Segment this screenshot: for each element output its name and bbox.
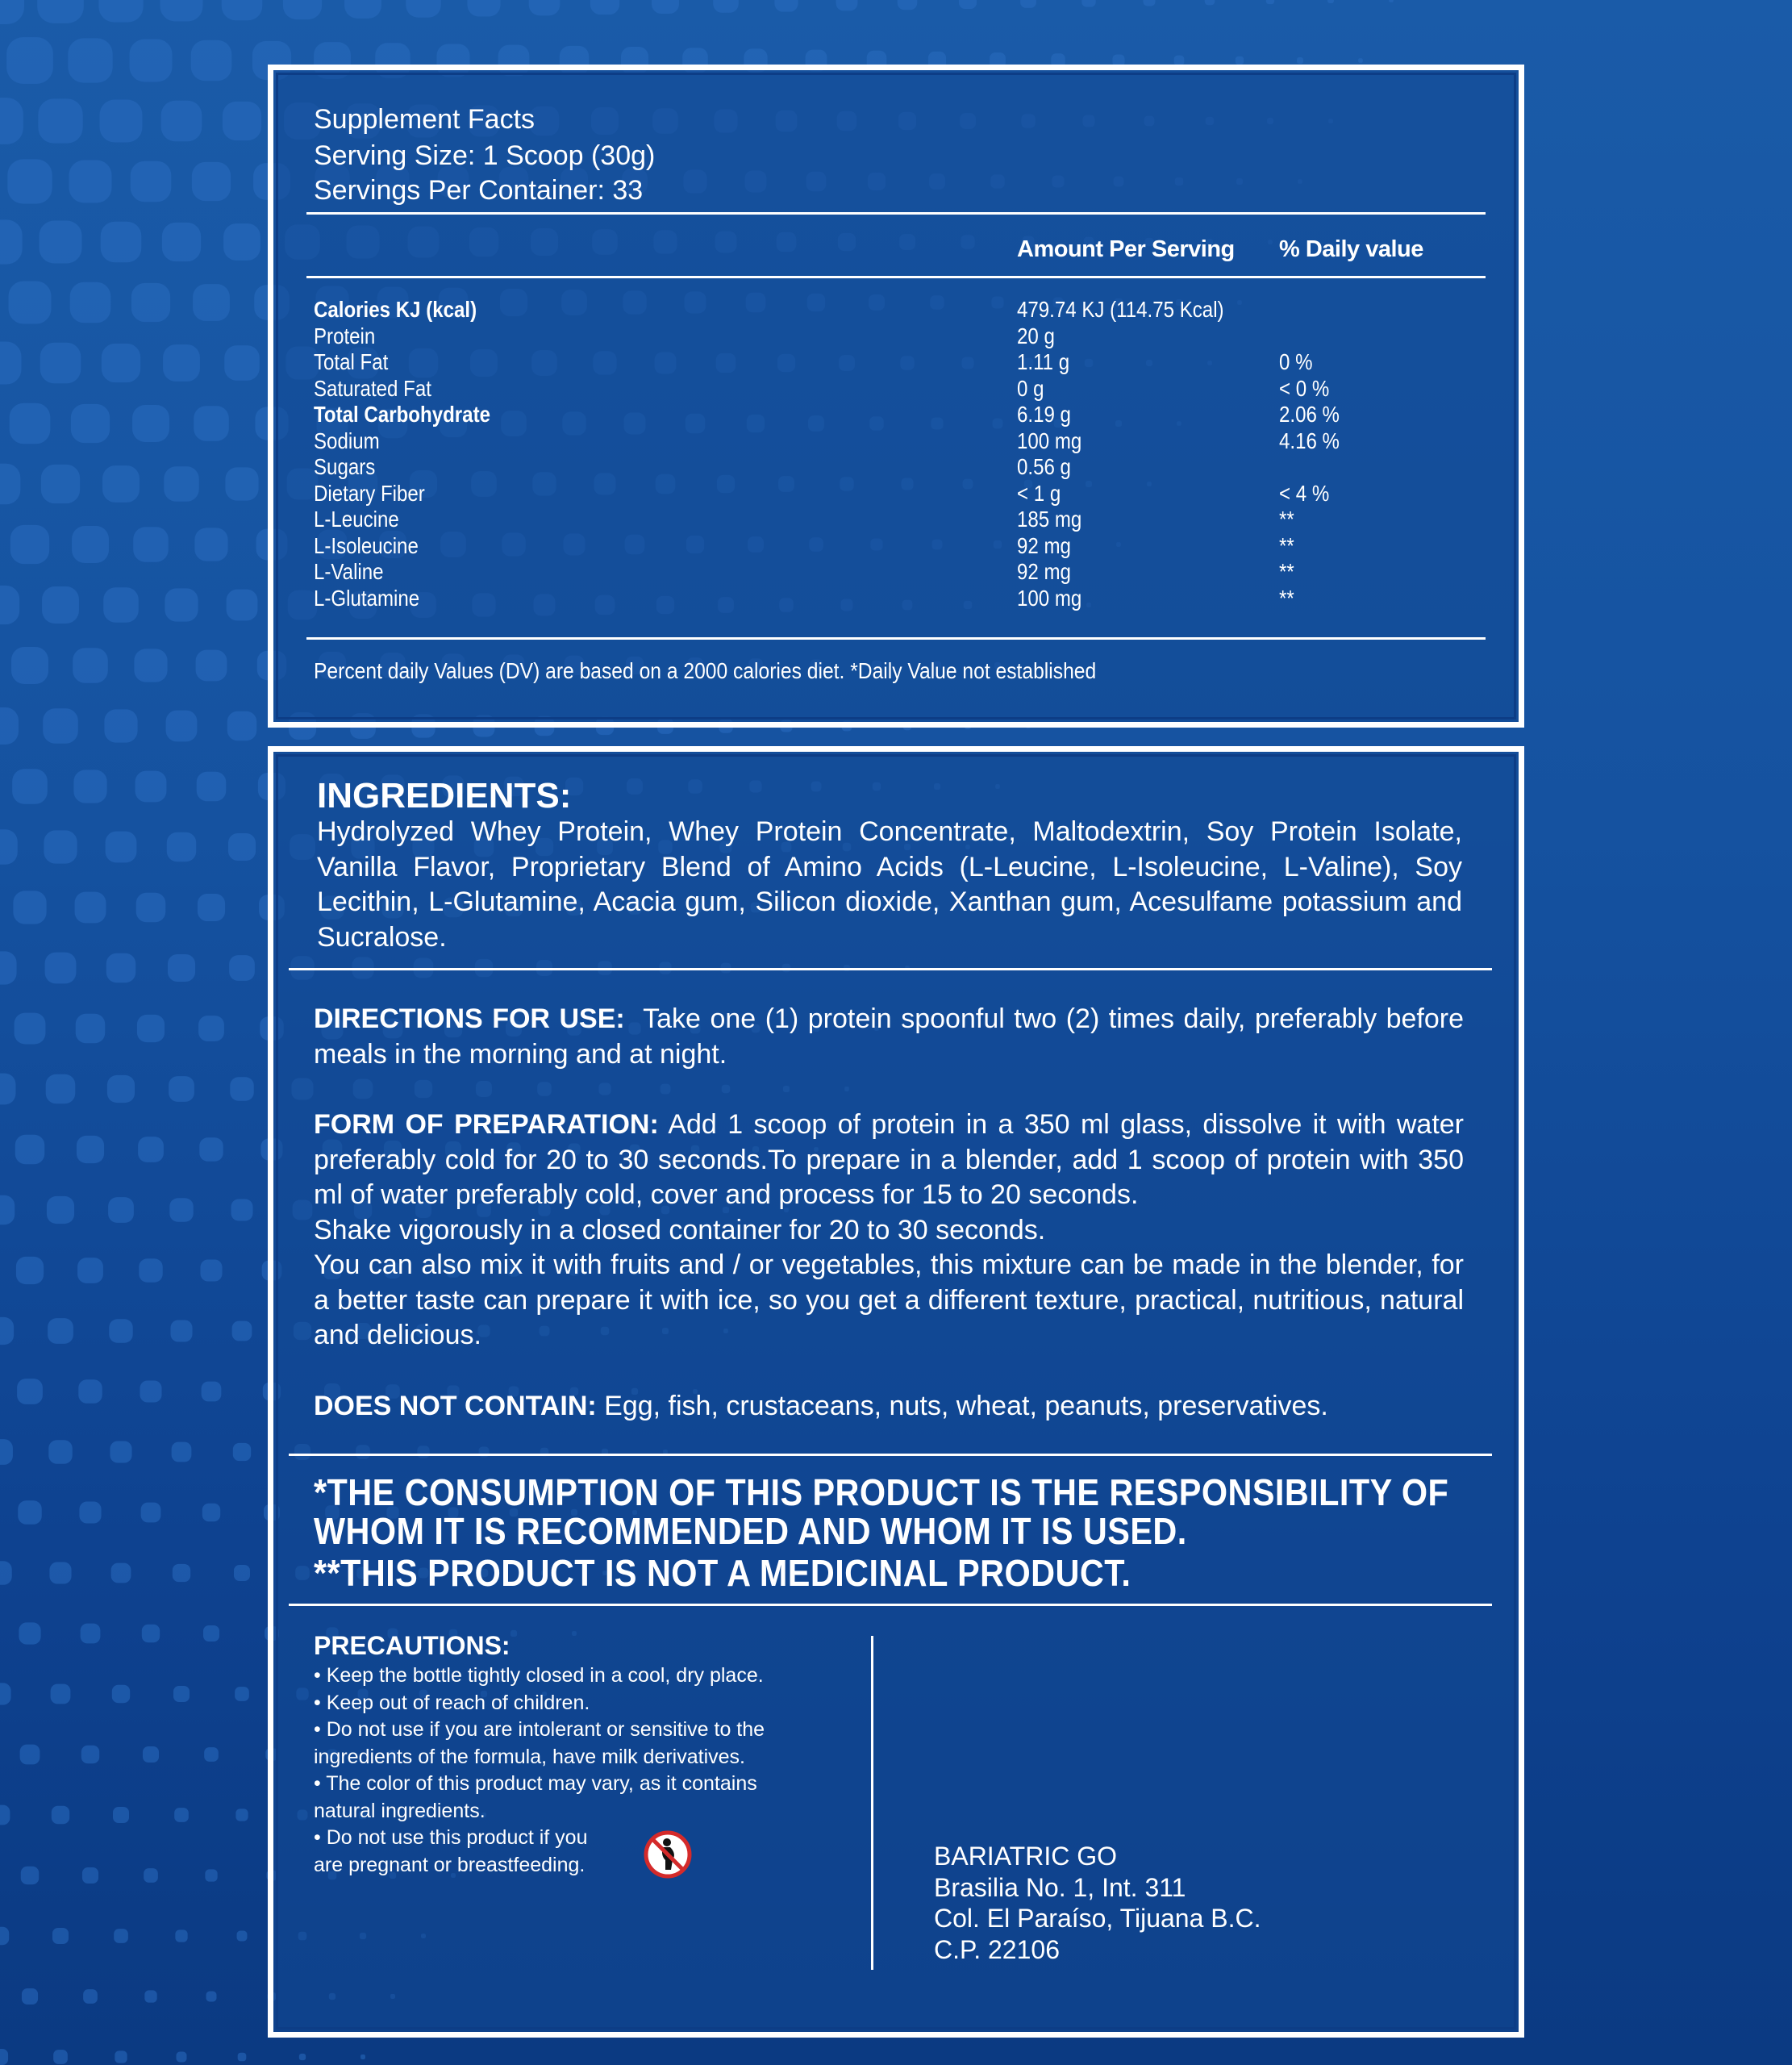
pattern-dot xyxy=(223,102,261,140)
pattern-dot xyxy=(196,650,227,682)
pattern-dot xyxy=(49,1562,71,1583)
pattern-dot xyxy=(0,829,18,865)
pattern-dot xyxy=(13,891,46,924)
pattern-dot xyxy=(898,0,917,10)
pattern-dot xyxy=(169,1198,193,1221)
pattern-dot xyxy=(42,586,79,624)
nutrient-name: Dietary Fiber xyxy=(314,480,425,506)
pattern-dot xyxy=(138,1137,164,1162)
pattern-dot xyxy=(41,465,80,503)
does-not-contain-label: DOES NOT CONTAIN: xyxy=(314,1391,597,1421)
nutrient-name: L-Valine xyxy=(314,559,384,584)
pattern-dot xyxy=(1266,0,1274,4)
pattern-dot xyxy=(40,343,81,384)
pattern-dot xyxy=(1236,56,1244,65)
pattern-dot xyxy=(232,1321,252,1341)
pattern-dot xyxy=(173,1564,190,1582)
pattern-dot xyxy=(199,1137,223,1161)
pattern-dot xyxy=(0,707,19,745)
pattern-dot xyxy=(206,1992,217,2002)
pattern-dot xyxy=(72,526,109,563)
supplement-facts-title: Supplement Facts xyxy=(314,104,536,135)
nutrient-name: Saturated Fat xyxy=(314,375,431,401)
pattern-dot xyxy=(110,1441,131,1462)
divider xyxy=(289,1454,1492,1456)
precautions-title: PRECAUTIONS: xyxy=(314,1631,511,1660)
pattern-dot xyxy=(0,464,20,505)
pattern-dot xyxy=(235,1808,248,1821)
pattern-dot xyxy=(18,1500,41,1524)
pattern-dot xyxy=(9,282,52,324)
pattern-dot xyxy=(12,769,48,804)
nutrient-amount: < 1 g xyxy=(1017,480,1061,506)
pattern-dot xyxy=(140,1380,161,1402)
nutrient-daily-value: ** xyxy=(1279,585,1294,611)
precaution-item: natural ingredients. xyxy=(314,1799,486,1822)
pattern-dot xyxy=(238,2053,247,2062)
precaution-item: ingredients of the formula, have milk derivatives. xyxy=(314,1745,745,1768)
pattern-dot xyxy=(131,161,172,202)
pattern-dot xyxy=(1327,0,1334,3)
pattern-dot xyxy=(205,1869,217,1881)
nutrient-amount: 479.74 KJ (114.75 Kcal) xyxy=(1017,297,1224,322)
pattern-dot xyxy=(959,0,977,9)
pattern-dot xyxy=(16,1257,44,1284)
pattern-dot xyxy=(37,0,84,23)
nutrient-name: Total Carbohydrate xyxy=(314,402,490,427)
pattern-dot xyxy=(10,403,51,444)
pattern-dot xyxy=(233,1443,251,1461)
pattern-dot xyxy=(68,38,112,82)
pattern-dot xyxy=(204,1747,219,1762)
pattern-dot xyxy=(52,1806,69,1824)
pattern-dot xyxy=(73,770,106,803)
pattern-dot xyxy=(590,0,619,15)
pattern-dot xyxy=(228,833,256,861)
pattern-dot xyxy=(223,223,260,261)
company-name: BARIATRIC GO xyxy=(934,1842,1117,1871)
pattern-dot xyxy=(0,1074,15,1105)
pattern-dot xyxy=(198,894,225,921)
directions-label: DIRECTIONS FOR USE: xyxy=(314,1003,625,1034)
divider xyxy=(306,276,1486,278)
pattern-dot xyxy=(194,406,229,441)
pattern-dot xyxy=(836,0,858,10)
preparation-block xyxy=(314,1108,1464,1354)
pattern-dot xyxy=(166,711,198,742)
pattern-dot xyxy=(165,588,198,621)
pattern-dot xyxy=(203,1625,219,1642)
pattern-dot xyxy=(51,1684,71,1704)
pattern-dot xyxy=(234,1565,250,1581)
pattern-dot xyxy=(0,951,17,984)
pattern-dot xyxy=(235,1687,249,1701)
pattern-dot xyxy=(227,590,258,621)
nutrient-name: Protein xyxy=(314,323,376,348)
address-line: Col. El Paraíso, Tijuana B.C. xyxy=(934,1904,1261,1933)
directions-text: Take one (1) protein spoonful two (2) times daily, preferably before meals in the morning and at night. xyxy=(314,1003,1464,1070)
pattern-dot xyxy=(1144,0,1156,6)
does-not-contain-block xyxy=(314,1389,1328,1425)
pattern-dot xyxy=(299,2054,306,2060)
pattern-dot xyxy=(227,711,256,740)
pattern-dot xyxy=(81,1624,101,1644)
nutrient-amount: 6.19 g xyxy=(1017,402,1071,427)
pattern-dot xyxy=(106,953,135,982)
pattern-dot xyxy=(193,284,230,321)
pattern-dot xyxy=(175,1929,187,1942)
pattern-dot xyxy=(108,1197,134,1223)
pattern-dot xyxy=(143,1746,159,1763)
pattern-dot xyxy=(115,2050,127,2063)
pattern-dot xyxy=(229,955,255,981)
preparation-text-2: Shake vigorously in a closed container for 20 to 30 seconds. xyxy=(314,1214,1046,1245)
divider xyxy=(306,212,1486,215)
pattern-dot xyxy=(222,0,263,20)
pattern-dot xyxy=(101,222,142,263)
pattern-dot xyxy=(0,219,23,264)
pattern-dot xyxy=(529,0,561,15)
pattern-dot xyxy=(0,342,21,385)
nutrient-daily-value: ** xyxy=(1279,507,1294,532)
precaution-item: are pregnant or breastfeeding. xyxy=(314,1853,586,1876)
pattern-dot xyxy=(109,1319,132,1342)
pattern-dot xyxy=(71,404,110,443)
pattern-dot xyxy=(160,0,203,21)
pattern-dot xyxy=(139,1258,162,1282)
pattern-dot xyxy=(76,1014,106,1044)
pattern-dot xyxy=(103,587,139,623)
pattern-dot xyxy=(44,830,77,863)
pattern-dot xyxy=(197,772,226,801)
pattern-dot xyxy=(6,37,53,84)
pattern-dot xyxy=(344,0,381,19)
daily-value-header: % Daily value xyxy=(1279,236,1423,262)
pattern-dot xyxy=(130,40,173,82)
pattern-dot xyxy=(0,1927,9,1945)
preparation-text-3: You can also mix it with fruits and / or vegetables, this mixture can be made in the blender, for a better taste can prepare it with ice, so you get a different texture, practical, nutritious, natural and delicious. xyxy=(314,1249,1464,1350)
pattern-dot xyxy=(78,1379,102,1403)
pattern-dot xyxy=(141,1503,161,1523)
pattern-dot xyxy=(77,1136,104,1163)
pattern-dot xyxy=(134,649,167,682)
preparation-text-1: Add 1 scoop of protein in a 350 ml glass, dissolve it with water preferably cold for 20 to 30 seconds.To prepare in a blender, add 1 scoop of protein with 350 ml of water preferably cold, cover and process for 15 to 20 seconds. xyxy=(314,1109,1464,1210)
pattern-dot xyxy=(194,528,227,561)
pattern-dot xyxy=(162,223,201,261)
nutrient-amount: 0.56 g xyxy=(1017,454,1071,479)
nutrient-amount: 92 mg xyxy=(1017,532,1071,558)
pattern-dot xyxy=(83,1989,98,2004)
pattern-dot xyxy=(1389,0,1394,2)
pattern-dot xyxy=(144,1990,156,2002)
pattern-dot xyxy=(192,162,231,201)
pattern-dot xyxy=(45,953,77,984)
pattern-dot xyxy=(652,0,679,14)
pattern-dot xyxy=(1205,0,1215,5)
pattern-dot xyxy=(70,282,111,323)
pattern-dot xyxy=(137,1015,165,1042)
nutrient-name: Calories KJ (kcal) xyxy=(314,297,477,322)
nutrient-name: L-Isoleucine xyxy=(314,532,419,558)
pattern-dot xyxy=(111,1563,131,1583)
pattern-dot xyxy=(202,1382,222,1402)
serving-size: Serving Size: 1 Scoop (30g) xyxy=(314,140,656,171)
pattern-dot xyxy=(202,1504,220,1521)
pattern-dot xyxy=(11,647,48,684)
pattern-dot xyxy=(43,708,78,744)
nutrient-amount: 100 mg xyxy=(1017,585,1082,611)
nutrient-amount: 185 mg xyxy=(1017,507,1082,532)
nutrient-name: Sodium xyxy=(314,428,380,453)
pattern-dot xyxy=(168,954,195,982)
precaution-item: • Do not use if you are intolerant or sensitive to the xyxy=(314,1718,765,1741)
divider xyxy=(306,637,1486,640)
pattern-dot xyxy=(283,0,322,19)
warning-line-3: **THIS PRODUCT IS NOT A MEDICINAL PRODUCT. xyxy=(314,1552,1131,1594)
pattern-dot xyxy=(0,1195,15,1225)
does-not-contain-text: Egg, fish, crustaceans, nuts, wheat, peanuts, preservatives. xyxy=(604,1391,1328,1421)
pattern-dot xyxy=(1081,0,1095,7)
pattern-dot xyxy=(406,0,440,18)
pattern-dot xyxy=(102,465,140,503)
pattern-dot xyxy=(0,586,19,624)
pattern-dot xyxy=(1020,0,1036,8)
pattern-dot xyxy=(17,1379,43,1404)
pattern-dot xyxy=(174,1808,189,1822)
pattern-dot xyxy=(173,1686,190,1702)
pattern-dot xyxy=(21,1867,39,1884)
pattern-dot xyxy=(142,1625,160,1642)
pattern-dot xyxy=(113,1807,129,1823)
pattern-dot xyxy=(225,467,258,500)
pattern-dot xyxy=(169,1076,194,1102)
nutrient-name: Total Fat xyxy=(314,349,389,374)
warning-line-1: *THE CONSUMPTION OF THIS PRODUCT IS THE RESPONSIBILITY OF xyxy=(314,1471,1449,1513)
vertical-divider xyxy=(871,1636,873,1970)
divider xyxy=(289,968,1492,970)
pattern-dot xyxy=(231,1199,252,1220)
pattern-dot xyxy=(46,1074,76,1104)
precaution-item: • The color of this product may vary, as it contains xyxy=(314,1772,757,1795)
pattern-dot xyxy=(104,709,137,742)
pattern-dot xyxy=(100,100,143,143)
pattern-dot xyxy=(19,1622,40,1644)
nutrient-daily-value: 4.16 % xyxy=(1279,428,1340,453)
pattern-dot xyxy=(20,1745,40,1765)
pattern-dot xyxy=(177,2052,187,2063)
divider xyxy=(289,1604,1492,1606)
nutrient-name: Sugars xyxy=(314,454,376,479)
pattern-dot xyxy=(107,1075,135,1103)
warning-line-2: WHOM IT IS RECOMMENDED AND WHOM IT IS USED. xyxy=(314,1510,1187,1552)
precaution-item: • Do not use this product if you xyxy=(314,1826,588,1849)
pattern-dot xyxy=(7,159,52,203)
nutrient-amount: 1.11 g xyxy=(1017,349,1070,374)
pattern-dot xyxy=(0,1805,10,1825)
pattern-dot xyxy=(98,0,143,23)
precaution-item: • Keep the bottle tightly closed in a cool, dry place. xyxy=(314,1664,764,1687)
pattern-dot xyxy=(52,1928,69,1944)
postal-code: C.P. 22106 xyxy=(934,1935,1060,1964)
nutrient-amount: 20 g xyxy=(1017,323,1055,348)
pattern-dot xyxy=(77,1258,103,1283)
preparation-label: FORM OF PREPARATION: xyxy=(314,1109,659,1140)
pattern-dot xyxy=(22,1988,38,2005)
pattern-dot xyxy=(161,101,202,142)
pattern-dot xyxy=(133,527,169,562)
pattern-dot xyxy=(47,1196,74,1224)
pattern-dot xyxy=(131,283,170,322)
pattern-dot xyxy=(224,345,259,380)
nutrient-daily-value: < 0 % xyxy=(1279,375,1330,401)
pattern-dot xyxy=(0,1317,14,1345)
pattern-dot xyxy=(1358,58,1363,63)
pattern-dot xyxy=(200,1259,222,1281)
pattern-dot xyxy=(163,344,200,382)
pattern-dot xyxy=(48,1318,73,1344)
pattern-dot xyxy=(10,525,49,564)
nutrient-daily-value: ** xyxy=(1279,559,1294,584)
nutrient-name: L-Glutamine xyxy=(314,585,420,611)
pattern-dot xyxy=(0,1683,11,1704)
pattern-dot xyxy=(0,0,24,24)
pattern-dot xyxy=(198,1016,224,1041)
nutrient-daily-value: 0 % xyxy=(1279,349,1313,374)
pattern-dot xyxy=(75,892,106,924)
address-line: Brasilia No. 1, Int. 311 xyxy=(934,1873,1186,1902)
pattern-dot xyxy=(79,1501,101,1523)
pattern-dot xyxy=(0,1561,12,1584)
pattern-dot xyxy=(191,40,232,81)
pattern-dot xyxy=(467,0,500,17)
pattern-dot xyxy=(81,1746,99,1763)
pattern-dot xyxy=(164,466,199,502)
nutrient-name: L-Leucine xyxy=(314,507,399,532)
pattern-dot xyxy=(73,648,108,683)
pattern-dot xyxy=(132,405,169,442)
pattern-dot xyxy=(1297,57,1303,64)
nutrient-daily-value: < 4 % xyxy=(1279,480,1330,506)
pattern-dot xyxy=(170,1320,192,1341)
pattern-dot xyxy=(172,1442,192,1462)
pattern-dot xyxy=(15,1013,46,1045)
nutrient-daily-value: ** xyxy=(1279,532,1294,558)
amount-per-serving-header: Amount Per Serving xyxy=(1017,236,1235,262)
servings-per-container: Servings Per Container: 33 xyxy=(314,175,644,206)
pattern-dot xyxy=(114,1929,128,1943)
pattern-dot xyxy=(38,98,82,143)
pattern-dot xyxy=(15,1135,45,1165)
pattern-dot xyxy=(135,771,167,803)
pattern-dot xyxy=(774,0,798,12)
pattern-dot xyxy=(69,161,112,203)
pattern-dot xyxy=(713,0,739,13)
pattern-dot xyxy=(0,2049,8,2065)
nutrient-amount: 92 mg xyxy=(1017,559,1071,584)
directions-block xyxy=(314,1002,1464,1072)
pattern-dot xyxy=(144,1868,158,1883)
pattern-dot xyxy=(230,1077,253,1100)
ingredients-text: Hydrolyzed Whey Protein, Whey Protein Concentrate, Maltodextrin, Soy Protein Isolate, Vanilla Flavor, Proprietary Blend of Amino Acids (L-Leucine, L-Isoleucine, L-Valine), Soy Lecithin, L-Glutamine, Acacia gum, Silicon dioxide, Xanthan gum, Acesulfame potassium and Sucralose. xyxy=(317,816,1462,953)
pattern-dot xyxy=(167,832,196,861)
pattern-dot xyxy=(0,98,23,144)
pattern-dot xyxy=(53,2050,68,2064)
ingredients-heading: INGREDIENTS: xyxy=(317,776,572,816)
pattern-dot xyxy=(48,1440,72,1463)
daily-value-footnote: Percent daily Values (DV) are based on a 2000 calories diet. *Daily Value not established xyxy=(314,658,1097,683)
pattern-dot xyxy=(82,1867,98,1884)
pattern-dot xyxy=(102,344,140,382)
pattern-dot xyxy=(136,893,165,922)
pattern-dot xyxy=(40,221,82,264)
pattern-dot xyxy=(237,1931,248,1942)
pattern-dot xyxy=(106,832,137,863)
nutrient-daily-value: 2.06 % xyxy=(1279,402,1340,427)
pattern-dot xyxy=(112,1685,130,1703)
pattern-dot xyxy=(360,2055,365,2059)
nutrient-amount: 100 mg xyxy=(1017,428,1082,453)
precaution-item: • Keep out of reach of children. xyxy=(314,1691,590,1714)
pattern-dot xyxy=(0,1439,13,1465)
nutrient-amount: 0 g xyxy=(1017,375,1044,401)
no-pregnancy-icon xyxy=(643,1829,693,1879)
